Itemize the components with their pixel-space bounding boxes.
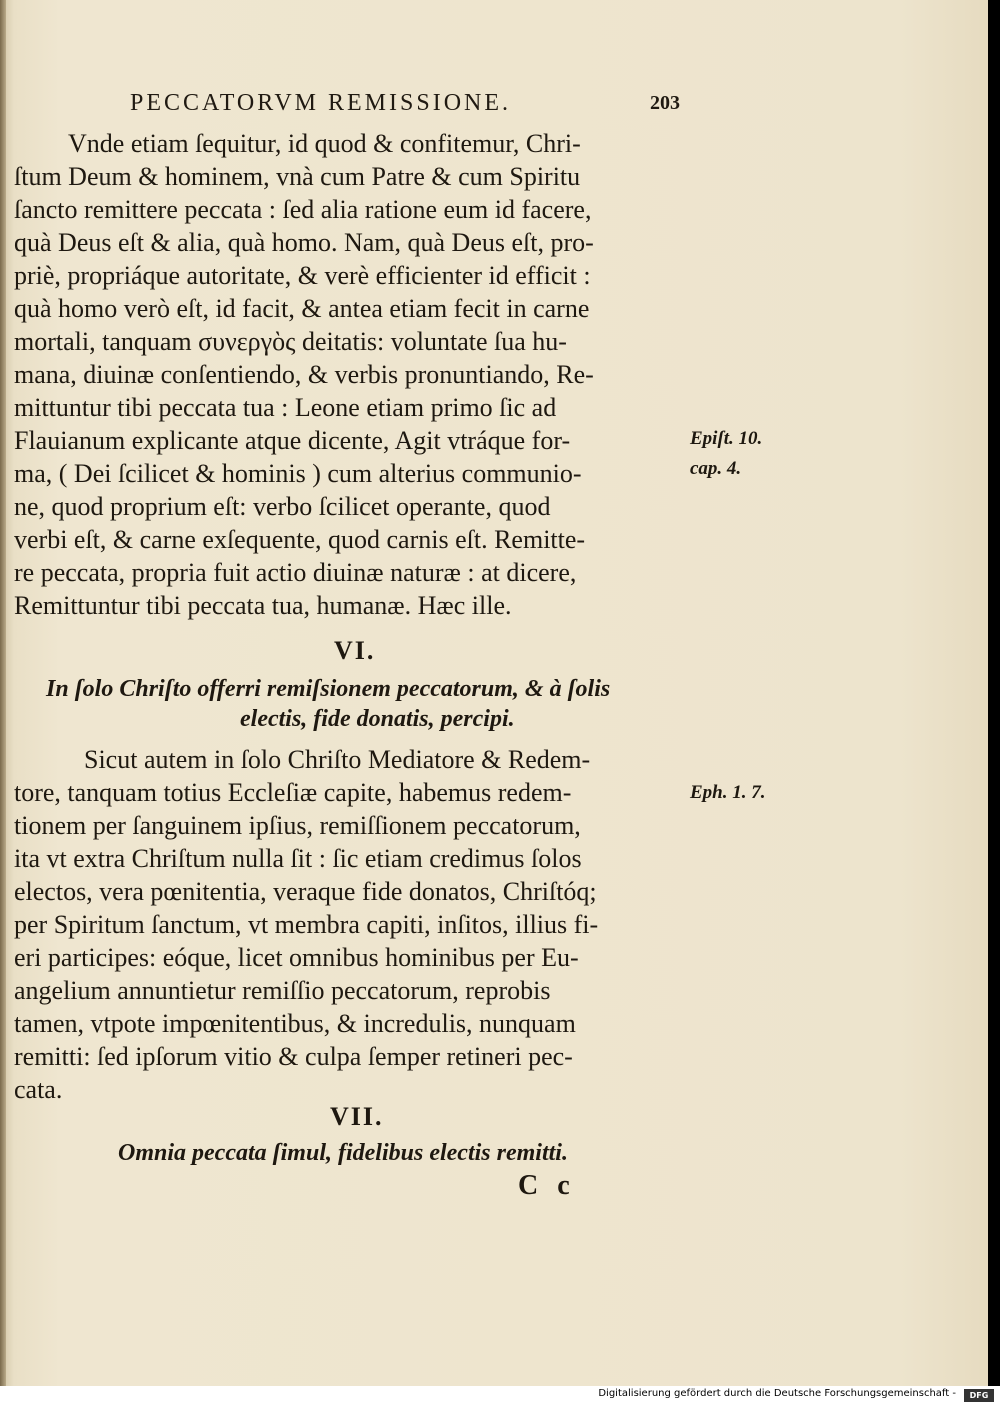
- binding-gutter: [0, 0, 6, 1386]
- footer-bar: [0, 1386, 1000, 1405]
- text-line: tore, tanquam totius Eccleſiæ capite, habemus redem-: [14, 778, 572, 807]
- section-title: In ſolo Chriſto offerri remiſsionem peccatorum, & à ſolis: [46, 676, 611, 702]
- text-line: verbi eſt, & carne exſequente, quod carnis eſt. Remitte-: [14, 525, 586, 554]
- text-line: ma, ( Dei ſcilicet & hominis ) cum alterius communio-: [14, 459, 582, 488]
- signature-mark: C c: [518, 1170, 576, 1201]
- text-line: mortali, tanquam συνεργὸς deitatis: voluntate ſua hu-: [14, 327, 567, 356]
- text-line: quà homo verò eſt, id facit, & antea etiam fecit in carne: [14, 294, 590, 323]
- margin-note: cap. 4.: [690, 458, 742, 479]
- text-line: electos, vera pœnitentia, veraque fide donatos, Chriſtóq;: [14, 877, 597, 906]
- running-head: PECCATORVM REMISSIONE.: [130, 90, 512, 116]
- section-title: electis, fide donatis, percipi.: [240, 706, 515, 732]
- text-line: cata.: [14, 1075, 63, 1104]
- text-line: ſtum Deum & hominem, vnà cum Patre & cum Spiritu: [14, 162, 581, 191]
- section-title: Omnia peccata ſimul, fidelibus electis remitti.: [118, 1140, 568, 1166]
- text-line: mana, diuinæ conſentiendo, & verbis pronuntiando, Re-: [14, 360, 594, 389]
- text-line: mittuntur tibi peccata tua : Leone etiam primo ſic ad: [14, 393, 557, 422]
- text-line: Vnde etiam ſequitur, id quod & confitemur, Chri-: [68, 129, 581, 158]
- text-line: Sicut autem in ſolo Chriſto Mediatore & Redem-: [84, 745, 591, 774]
- text-line: ſancto remittere peccata : ſed alia ratione eum id facere,: [14, 195, 592, 224]
- text-line: ita vt extra Chriſtum nulla ſit : ſic etiam credimus ſolos: [14, 844, 582, 873]
- text-line: ne, quod proprium eſt: verbo ſcilicet operante, quod: [14, 492, 551, 521]
- text-line: eri participes: eóque, licet omnibus hominibus per Eu-: [14, 943, 579, 972]
- text-line: Remittuntur tibi peccata tua, humanæ. Hæc ille.: [14, 591, 512, 620]
- text-line: angelium annuntietur remiſſio peccatorum, reprobis: [14, 976, 551, 1005]
- margin-note: Eph. 1. 7.: [690, 782, 766, 803]
- section-number: VI.: [334, 636, 376, 665]
- text-line: quà Deus eſt & alia, quà homo. Nam, quà Deus eſt, pro-: [14, 228, 594, 257]
- text-line: remitti: ſed ipſorum vitio & culpa ſemper retineri pec-: [14, 1042, 573, 1071]
- section-number: VII.: [330, 1102, 384, 1131]
- margin-note: Epiſt. 10.: [690, 428, 763, 449]
- text-line: priè, propriáque autoritate, & verè efficienter id efficit :: [14, 261, 591, 290]
- text-line: per Spiritum ſanctum, vt membra capiti, inſitos, illius fi-: [14, 910, 599, 939]
- footer-credit: Digitalisierung gefördert durch die Deutsche Forschungsgemeinschaft -: [598, 1388, 956, 1399]
- text-line: tionem per ſanguinem ipſius, remiſſionem peccatorum,: [14, 811, 581, 840]
- text-line: Flauianum explicante atque dicente, Agit vtráque for-: [14, 426, 571, 455]
- text-line: tamen, vtpote impœnitentibus, & incredulis, nunquam: [14, 1009, 576, 1038]
- text-line: re peccata, propria fuit actio diuinæ naturæ : at dicere,: [14, 558, 577, 587]
- dfg-logo: DFG: [964, 1389, 994, 1402]
- page-number: 203: [650, 92, 680, 114]
